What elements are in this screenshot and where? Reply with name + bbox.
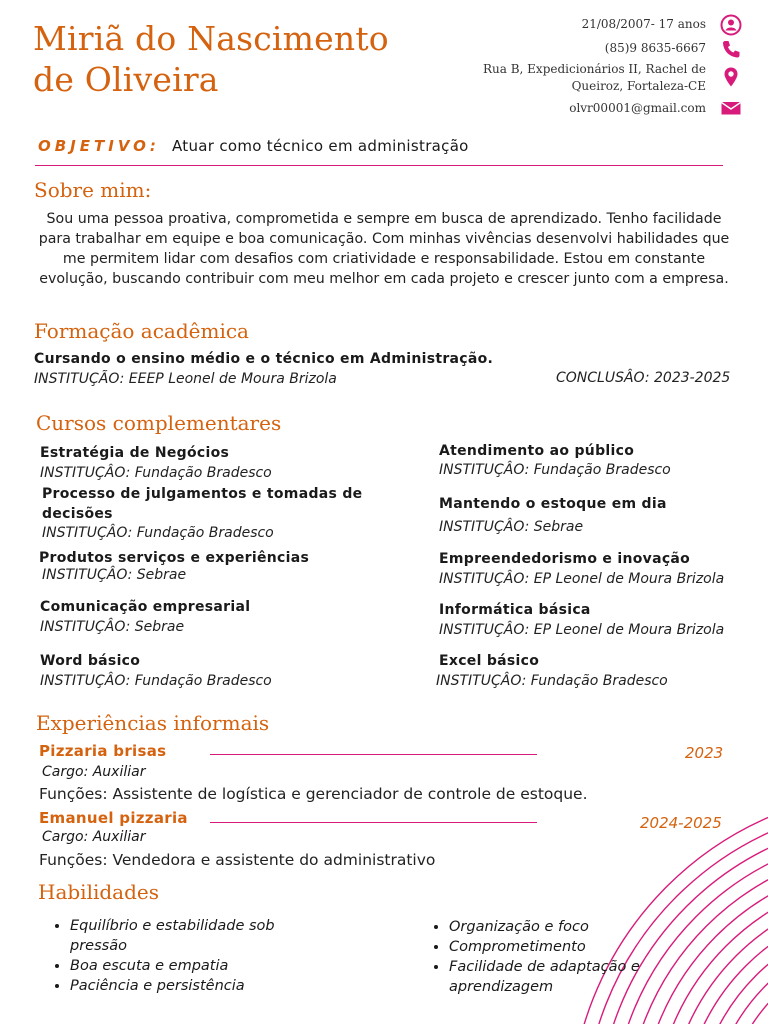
birth-date: 21/08/2007- 17 anos	[581, 17, 706, 31]
skills-right-list	[431, 917, 671, 997]
skill-item: • Boa escuta e empatia	[70, 956, 312, 976]
course-name: Atendimento ao público	[439, 443, 635, 459]
objective-text: Atuar como técnico em administração	[172, 137, 469, 155]
experience-role: Cargo: Auxiliar	[42, 829, 146, 845]
course-institution: INSTITUÇÂO: EP Leonel de Moura Brizola	[439, 571, 725, 587]
course-name: Processo de julgamentos e tomadas de decisões	[42, 486, 363, 522]
name-line-2: de Oliveira	[33, 60, 219, 99]
skills-title: Habilidades	[38, 880, 159, 904]
decorative-arc	[724, 944, 768, 1024]
course-institution: INSTITUÇÂO: Fundação Bradesco	[40, 673, 272, 689]
course-name: Excel básico	[439, 653, 540, 669]
decorative-arc	[682, 902, 768, 1024]
course-name: Word básico	[40, 653, 141, 669]
course-institution: INSTITUÇÂO: Fundação Bradesco	[436, 673, 668, 689]
education-title: Formação acadêmica	[34, 319, 249, 343]
experience-divider	[210, 754, 537, 755]
experience-functions: Funções: Vendedora e assistente do administrativo	[39, 851, 436, 869]
course-institution: INSTITUÇÂO: EP Leonel de Moura Brizola	[439, 622, 725, 638]
course-name: Informática básica	[439, 602, 591, 618]
education-course: Cursando o ensino médio e o técnico em Administração.	[34, 351, 494, 367]
education-institution: INSTITUÇÃO: EEEP Leonel de Moura Brizola	[34, 371, 337, 387]
decorative-arc	[710, 930, 768, 1024]
objective-divider	[35, 165, 723, 166]
education-conclusion: CONCLUSÂO: 2023-2025	[556, 370, 731, 386]
decorative-arc	[696, 916, 768, 1024]
skill-item: • Comprometimento	[449, 937, 671, 957]
experience-place: Pizzaria brisas	[39, 742, 167, 760]
mail-icon	[720, 97, 742, 119]
about-title: Sobre mim:	[34, 178, 152, 202]
course-institution: INSTITUÇÂO: Fundação Bradesco	[439, 462, 671, 478]
objective	[38, 137, 469, 155]
course-name: Produtos serviços e experiências	[39, 550, 310, 566]
experience-title: Experiências informais	[36, 711, 270, 735]
user-icon	[720, 14, 742, 36]
name-line-1: Miriã do Nascimento	[33, 19, 389, 58]
skill-item: • Facilidade de adaptação e aprendizagem	[449, 957, 671, 997]
experience-year: 2023	[685, 744, 724, 762]
skill-item: • Organização e foco	[449, 917, 671, 937]
objective-label: OBJETIVO:	[38, 137, 160, 155]
course-institution: INSTITUÇÂO: Fundação Bradesco	[40, 465, 272, 481]
course-name: Mantendo o estoque em dia	[439, 496, 667, 512]
course-name: Empreendedorismo e inovação	[439, 551, 691, 567]
phone-number: (85)9 8635-6667	[604, 41, 706, 55]
experience-functions: Funções: Assistente de logística e gerenciador de controle de estoque.	[39, 785, 588, 803]
location-pin-icon	[720, 66, 742, 88]
course-name: Estratégia de Negócios	[40, 445, 230, 461]
course-institution: INSTITUÇÂO: Sebrae	[439, 519, 584, 535]
address	[483, 61, 706, 95]
course-institution: INSTITUÇÂO: Fundação Bradesco	[42, 525, 274, 541]
skill-item: • Equilíbrio e estabilidade sob pressão	[70, 916, 312, 956]
experience-role: Cargo: Auxiliar	[42, 764, 146, 780]
experience-place: Emanuel pizzaria	[39, 809, 188, 827]
address-line-1: Rua B, Expedicionários II, Rachel de	[482, 62, 706, 76]
skills-left-list	[52, 916, 312, 996]
candidate-name	[33, 18, 389, 100]
experience-year: 2024-2025	[640, 814, 722, 832]
course-name: Comunicação empresarial	[40, 599, 251, 615]
address-line-2: Queiroz, Fortaleza-CE	[571, 79, 706, 93]
about-text: Sou uma pessoa proativa, comprometida e sempre em busca de aprendizado. Tenho facilidade para trabalhar em equipe e boa comunicação. Com minhas vivências desenvolvi habilidades que me permitem lidar com desafios com criatividade e responsabilidade. Estou em constante evolução, buscando contribuir com meu melhor em cada projeto e crescer junto com a empresa.	[38, 211, 730, 287]
phone-icon	[720, 38, 742, 60]
experience-divider	[210, 822, 537, 823]
course-institution: INSTITUÇÂO: Sebrae	[40, 619, 185, 635]
course-institution: INSTITUÇÂO: Sebrae	[42, 567, 187, 583]
email: olvr00001@gmail.com	[569, 101, 706, 115]
courses-title: Cursos complementares	[36, 411, 282, 435]
skill-item: • Paciência e persistência	[70, 976, 312, 996]
